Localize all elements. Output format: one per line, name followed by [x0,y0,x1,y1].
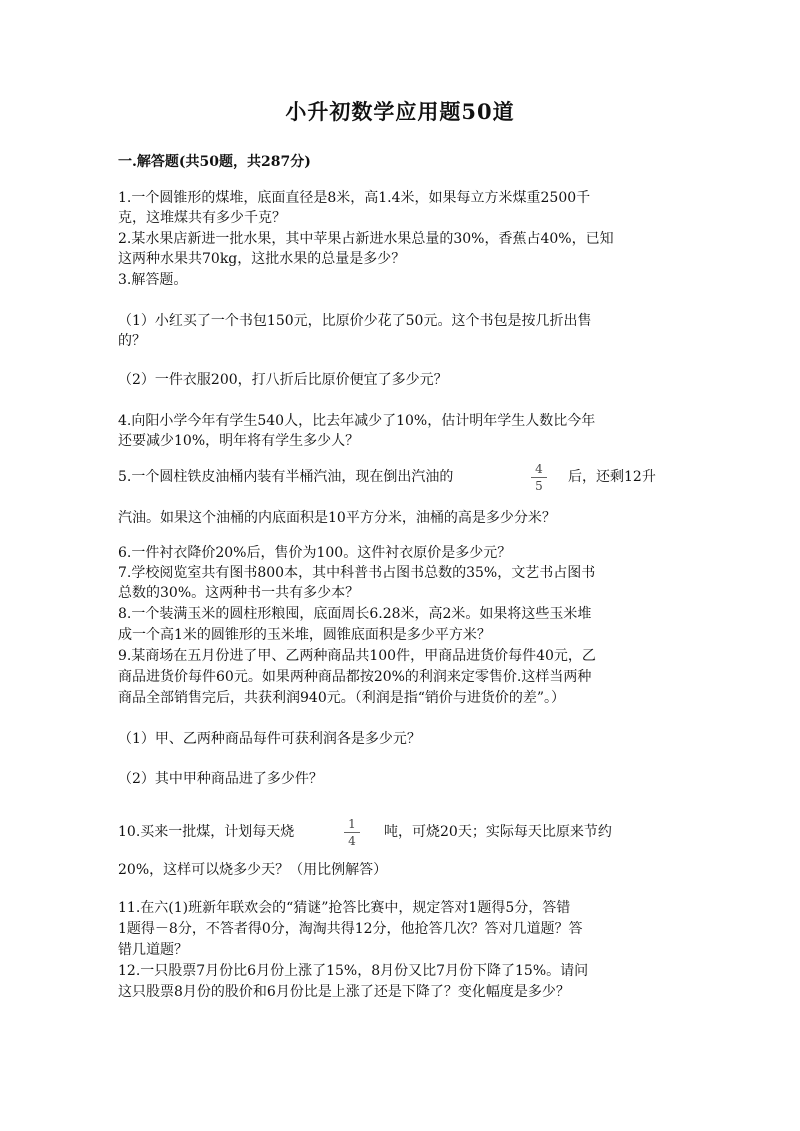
question-8-line-2: 成一个高1米的圆锥形的玉米堆，圆锥底面积是多少平方米？ [118,627,491,643]
question-3-line-1: 3.解答题。 [118,272,188,288]
question-7-line-1: 7.学校阅览室共有图书800本，其中科普书占图书总数的35%，文艺书占图书 [118,565,596,581]
page-title: 小升初数学应用题50道 [285,99,515,124]
question-9-sub-2-line-1: （2）其中甲种商品进了多少件？ [118,771,323,787]
question-10-line-1-a: 10.买来一批煤，计划每天烧 [118,824,295,840]
question-4-line-2: 还要减少10%，明年将有学生多少人？ [118,433,360,449]
question-1-line-2: 克，这堆煤共有多少千克？ [118,210,286,226]
question-9-line-1: 9.某商场在五月份进了甲、乙两种商品共100件，甲商品进货价每件40元，乙 [118,648,596,664]
question-10-line-2: 20%，这样可以烧多少天？（用比例解答） [118,862,388,878]
question-6-line-1: 6.一件衬衣降价20%后，售价为100。这件衬衣原价是多少元？ [118,545,512,561]
fraction-denominator: 4 [348,834,356,848]
fraction-four-fifths [529,462,549,493]
question-12-line-1: 12.一只股票7月份比6月份上涨了15%，8月份又比7月份下降了15%。请问 [118,963,589,979]
question-1-line-1: 1.一个圆锥形的煤堆，底面直径是8米，高1.4米，如果每立方米煤重2500千 [118,190,591,206]
fraction-denominator: 5 [535,479,543,493]
question-2-line-1: 2.某水果店新进一批水果，其中苹果占新进水果总量的30%，香蕉占40%，已知 [118,231,614,247]
question-5-line-1-b: 后，还剩12升 [568,469,656,485]
question-3-sub-2-line-1: （2）一件衣服200，打八折后比原价便宜了多少元？ [118,372,448,388]
question-11-line-2: 1题得－8分，不答者得0分，淘淘共得12分，他抢答几次？答对几道题？答 [118,921,583,937]
fraction-bar [344,832,360,833]
question-11-line-3: 错几道题？ [118,942,188,958]
fraction-bar [531,477,547,478]
question-11-line-1: 11.在六(1)班新年联欢会的“猜谜”抢答比赛中，规定答对1题得5分，答错 [118,900,571,916]
fraction-numerator: 1 [348,817,356,831]
section-heading: 一.解答题(共50题，共287分) [118,154,311,170]
question-9-line-3: 商品全部销售完后，共获利润940元。（利润是指“销价与进货价的差”。） [118,690,566,706]
fraction-one-quarter [342,817,362,848]
question-8-line-1: 8.一个装满玉米的圆柱形粮囤，底面周长6.28米，高2米。如果将这些玉米堆 [118,606,592,622]
question-3-sub-1-line-2: 的？ [118,333,146,349]
question-4-line-1: 4.向阳小学今年有学生540人，比去年减少了10%，估计明年学生人数比今年 [118,413,596,429]
question-7-line-2: 总数的30%。这两种书一共有多少本？ [118,585,360,601]
fraction-numerator: 4 [535,462,543,476]
question-3-sub-1-line-1: （1）小红买了一个书包150元，比原价少花了50元。这个书包是按几折出售 [118,313,592,329]
question-5-line-2: 汽油。如果这个油桶的内底面积是10平方分米，油桶的高是多少分米？ [118,510,556,526]
question-10-line-1-b: 吨，可烧20天；实际每天比原来节约 [384,824,612,840]
question-9-sub-1-line-1: （1）甲、乙两种商品每件可获利润各是多少元？ [118,731,421,747]
question-5-line-1-a: 5.一个圆柱铁皮油桶内装有半桶汽油，现在倒出汽油的 [118,469,454,485]
question-12-line-2: 这只股票8月份的股价和6月份比是上涨了还是下降了？变化幅度是多少？ [118,984,570,1000]
question-9-line-2: 商品进货价每件60元。如果两种商品都按20%的利润来定零售价.这样当两种 [118,669,592,685]
question-2-line-2: 这两种水果共70kg，这批水果的总量是多少？ [118,251,406,267]
